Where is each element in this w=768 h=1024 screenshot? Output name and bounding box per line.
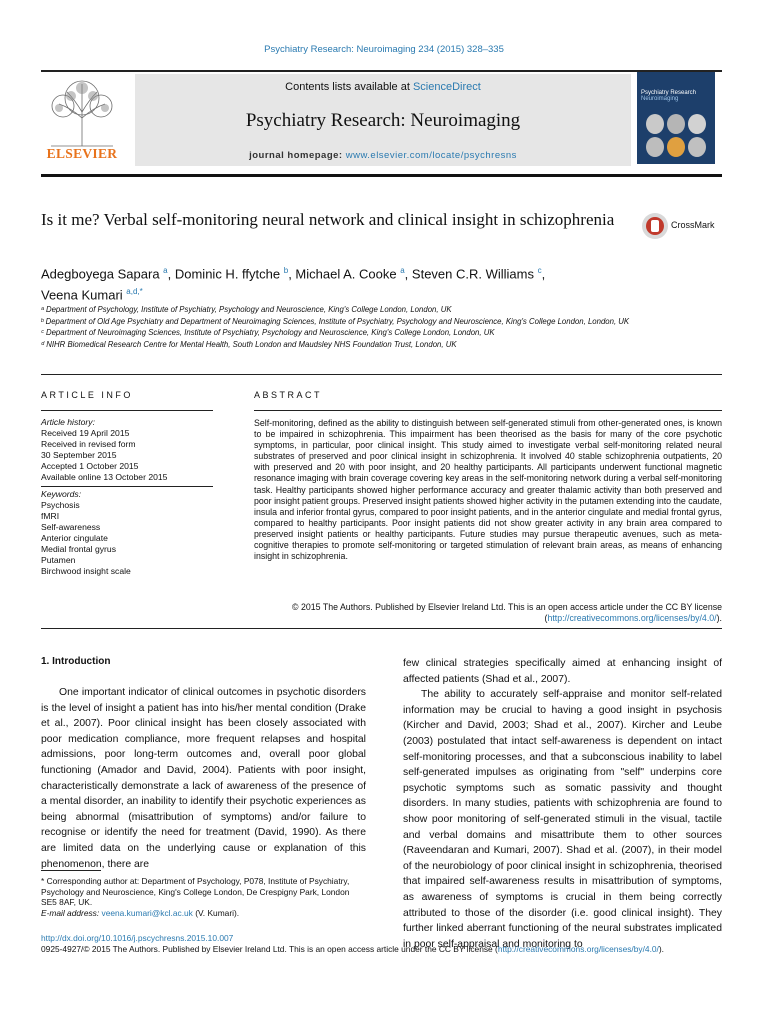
journal-cover-image[interactable]	[637, 72, 715, 164]
author-name[interactable]: Dominic H. ffytche	[174, 266, 281, 282]
crossmark-icon	[641, 212, 669, 240]
elsevier-tree-icon	[41, 78, 123, 148]
keyword-item: Birchwood insight scale	[41, 566, 131, 576]
journal-reference-link[interactable]: Psychiatry Research: Neuroimaging 234 (2015) 328–335	[264, 44, 504, 55]
keyword-item: fMRI	[41, 511, 60, 521]
divider	[41, 410, 213, 411]
masthead	[41, 70, 722, 177]
history-item: Received 19 April 2015	[41, 428, 130, 438]
elsevier-wordmark: ELSEVIER	[46, 146, 118, 161]
homepage-label: journal homepage:	[249, 150, 346, 161]
crossmark-button[interactable]	[641, 212, 731, 240]
keyword-item: Putamen	[41, 555, 76, 565]
abstract-heading: ABSTRACT	[254, 390, 323, 400]
footnote	[41, 876, 366, 918]
body-paragraph: One important indicator of clinical outcomes in psychotic disorders is the level of insight a patient has into his/her mental condition (Drake et al., 2007). Poor clinical insight has been closely associated with poor medication compliance, more frequent relapses and hospital admissions, poor long-term outcomes and, overall poor global functioning (Amador and David, 2004). Patients with poor insight, characteristically demonstrate a lack of awareness of the presence of a mental disorder, an inability to identify their psychotic experiences as being abnormal (misattribution of symptoms) and/or failure to recognise or identify the need for treatment (David, 1990). As there are limited data on the underlying cause or explanation of this phenomenon, there are	[41, 687, 366, 870]
body-paragraph: The ability to accurately self-appraise and monitor self-related information may be crucial to having a good insight in psychosis (Kircher and David, 2003; Shad et al., 2007). Kircher and Leube (2003) postulated that intact self-awareness is dependent on intact self-monitoring processes, and that a subconscious inability to label self-generated impulses as originating from "self" underpins core psychotic symptoms such as somatic passivity and thought disorders. In many studies, patients with schizophrenia are found to show poor monitoring of self-generated stimuli in the visual, tactile and verbal domains and misattribute them to other sources (Raveendaran and Kumari, 2007). Shad et al. (2007), in their model of the neurobiology of poor clinical insight in schizophrenia, theorised that impaired self-awareness results in misattribution of symptoms, as awareness of symptoms is crucial in them being correctly attributed to those of the disorder (i.e. good clinical insight). They further linked aberrant functioning of the neural substrates implicated in poor self-appraisal and monitoring to	[403, 689, 722, 950]
issn-prefix: 0925-4927/© 2015 The Authors. Published by Elsevier Ireland Ltd. This is an open access article under the CC BY license (	[41, 944, 498, 954]
divider	[41, 486, 213, 487]
affiliations	[41, 304, 661, 350]
journal-header-panel	[135, 74, 631, 166]
doi-link[interactable]: http://dx.doi.org/10.1016/j.pscychresns.2015.10.007	[41, 933, 234, 943]
issn-license-link[interactable]: http://creativecommons.org/licenses/by/4.0/	[497, 944, 659, 954]
history-item: Available online 13 October 2015	[41, 472, 168, 482]
divider	[41, 374, 722, 375]
contents-line	[135, 81, 631, 93]
body-paragraph: few clinical strategies specifically aimed at enhancing insight of affected patients (Shad et al., 2007).	[403, 658, 722, 685]
keywords-label: Keywords:	[41, 489, 82, 499]
footnote-divider	[41, 870, 101, 871]
body-column-right	[403, 656, 722, 952]
author-affil-marker[interactable]: b	[283, 266, 289, 275]
sciencedirect-link[interactable]: ScienceDirect	[412, 81, 481, 93]
cover-subtitle-text: Neuroimaging	[641, 96, 679, 102]
keyword-item: Anterior cingulate	[41, 533, 108, 543]
email-suffix: (V. Kumari).	[192, 907, 240, 918]
author-affil-marker[interactable]: a	[163, 266, 168, 275]
cover-title-text: Psychiatry Research	[641, 90, 697, 96]
keywords	[41, 489, 213, 577]
author-affil-marker[interactable]: c	[537, 266, 542, 275]
license-suffix: ).	[716, 613, 722, 624]
corresponding-author-note: * Corresponding author at: Department of Psychology, P078, Institute of Psychiatry, Psychology and Neuroscience, King's College London, De Crespigny Park, London SE5 8AF, UK.	[41, 876, 350, 908]
affiliation-item: ᵇ Department of Old Age Psychiatry and Department of Neuroimaging Sciences, Institute of Psychiatry, Psychology and Neuroscience, King's College London, London, UK	[41, 316, 630, 326]
homepage-link[interactable]: www.elsevier.com/locate/psychresns	[345, 150, 517, 161]
affiliation-item: ᵃ Department of Psychology, Institute of Psychiatry, Psychology and Neuroscience, King's College London, London, UK	[41, 305, 452, 314]
abstract-text: Self-monitoring, defined as the ability to distinguish between self-generated stimuli from other-generated ones, is known to be impaired in schizophrenia. This impairment has been theorised as the basis for many of the core psychotic symptoms, in particular, poor clinical insight. This study aimed to investigate verbal self-monitoring related neural substrates of preserved and poor clinical insight in schizophrenia. It involved 40 stable schizophrenia outpatients, 20 with preserved and 20 with poor insight, and 20 healthy participants. All participants underwent functional magnetic resonance imaging with brain coverage covering key areas in the self-monitoring network during a verbal self-monitoring task. Healthy participants showed higher performance accuracy and greater thalamic activity than both preserved and poor insight patient groups. Preserved insight patients showed higher activity in the putamen extending into the caudate, insula and inferior frontal gyrus, compared to poor insight patients, and in the anterior cingulate and medial frontal gyrus, compared to healthy participants. Poor insight patients did not show greater activity in any brain area compared to preserved insight patients or healthy participants. Future studies may pursue therapeutic avenues, such as meta-cognitive therapies to promote self-monitoring or targeted stimulation of relevant brain areas, as means of enhancing insight in schizophrenia.	[254, 418, 722, 562]
email-link[interactable]: veena.kumari@kcl.ac.uk	[101, 907, 193, 918]
history-item: Accepted 1 October 2015	[41, 461, 139, 471]
issn-suffix: ).	[658, 944, 665, 954]
author-name[interactable]: Adegboyega Sapara	[41, 266, 160, 282]
journal-title: Psychiatry Research: Neuroimaging	[245, 110, 521, 131]
divider	[41, 628, 722, 629]
crossmark-label: CrossMark	[671, 220, 715, 230]
issn-line	[41, 944, 741, 954]
email-line	[41, 908, 366, 919]
license-link[interactable]: http://creativecommons.org/licenses/by/4.0/	[547, 613, 717, 624]
author-affil-marker[interactable]: a	[400, 266, 405, 275]
homepage-line	[135, 150, 631, 161]
article-info-heading: ARTICLE INFO	[41, 390, 133, 400]
author-affil-marker[interactable]: a,d,*	[126, 287, 143, 297]
affiliation-item: ᶜ Department of Neuroimaging Sciences, Institute of Psychiatry, Psychology and Neuroscience, King's College London, London, UK	[41, 328, 495, 337]
elsevier-logo[interactable]	[41, 78, 123, 166]
cover-brain-images	[643, 112, 709, 160]
history-item: 30 September 2015	[41, 450, 117, 460]
section-heading: 1. Introduction	[41, 656, 111, 667]
body-column-left	[41, 685, 366, 872]
email-label: E-mail address:	[41, 907, 102, 918]
author-list: Adegboyega Sapara $^a$, Dominic H. ffytche $^b$, Michael A. Cooke $^a$, Steven C.R. Williams $^c$, Veena Kumari $^{a,d,*}$	[41, 266, 546, 303]
history-label: Article history:	[41, 417, 95, 427]
license-prefix: © 2015 The Authors. Published by Elsevier Ireland Ltd. This is an open access article under the CC BY license (	[292, 602, 722, 624]
keyword-item: Medial frontal gyrus	[41, 544, 116, 554]
affiliation-item: ᵈ NIHR Biomedical Research Centre for Mental Health, South London and Maudsley NHS Foundation Trust, London, UK	[41, 339, 457, 349]
contents-prefix: Contents lists available at	[285, 81, 413, 93]
article-history	[41, 417, 213, 483]
divider	[254, 410, 722, 411]
keyword-item: Self-awareness	[41, 522, 101, 532]
author-name[interactable]: Veena Kumari	[41, 287, 123, 303]
author-name[interactable]: Michael A. Cooke	[295, 266, 397, 282]
cover-title	[641, 90, 696, 102]
article-title: Is it me? Verbal self-monitoring neural network and clinical insight in schizophrenia	[41, 210, 615, 229]
license-line	[254, 602, 722, 624]
keyword-item: Psychosis	[41, 500, 80, 510]
author-name[interactable]: Steven C.R. Williams	[411, 266, 534, 282]
history-item: Received in revised form	[41, 439, 136, 449]
